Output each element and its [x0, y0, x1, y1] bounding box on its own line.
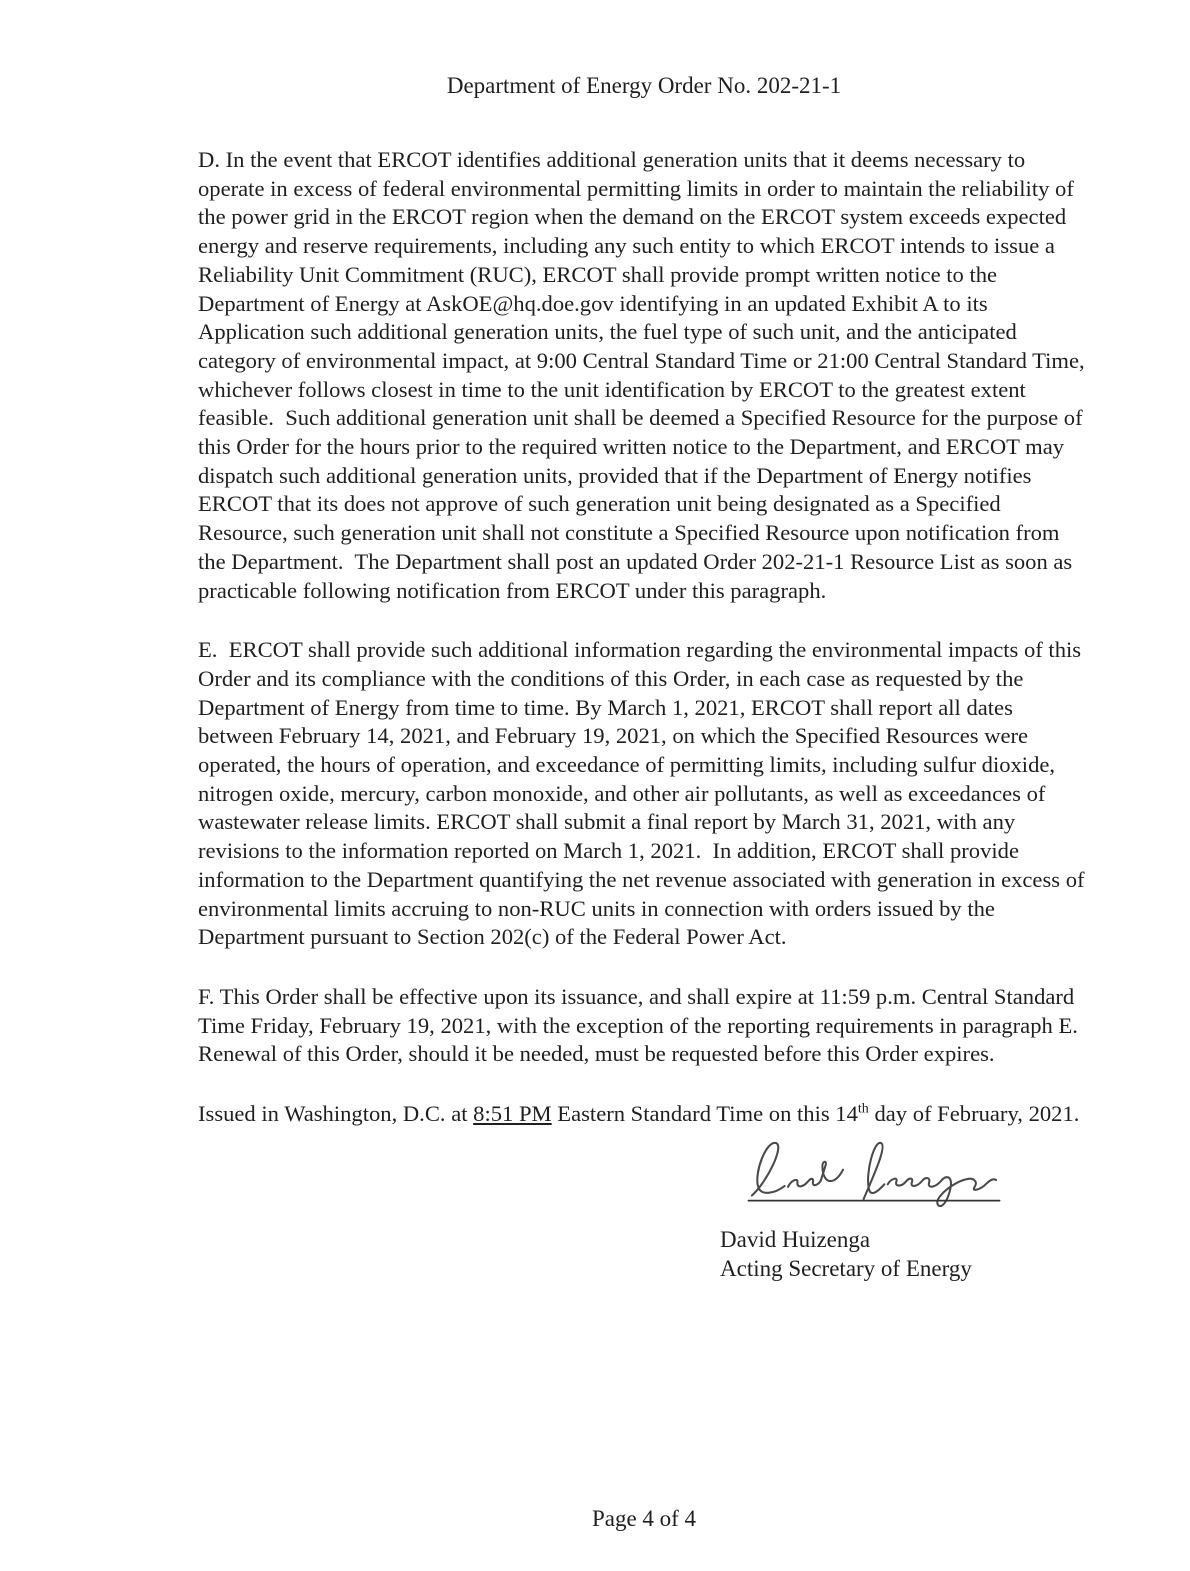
issued-prefix: Issued in Washington, D.C. at: [198, 1101, 474, 1127]
page-number: Page 4 of 4: [591, 1506, 697, 1531]
paragraph-d: D. In the event that ERCOT identifies additional generation units that it deems necessary to operate in excess of federal environmental permitting limits in order to maintain the reliability of the power grid in the ERCOT region when the demand on the ERCOT system exceeds expected energy and reserve requirements, including any such entity to which ERCOT intends to issue a Reliability Unit Commitment (RUC), ERCOT shall provide prompt written notice to the Department of Energy at AskOE@hq.doe.gov identifying in an updated Exhibit A to its Application such additional generation units, the fuel type of such unit, and the anticipated category of environmental impact, at 9:00 Central Standard Time or 21:00 Central Standard Time, whichever follows closest in time to the unit identification by ERCOT to the greatest extent feasible. Such additional generation unit shall be deemed a Specified Resource for the purpose of this Order for the hours prior to the required written notice to the Department, and ERCOT may dispatch such additional generation units, provided that if the Department of Energy notifies ERCOT that its does not approve of such generation unit being designated as a Specified Resource, such generation unit shall not constitute a Specified Resource upon notification from the Department. The Department shall post an updated Order 202-21-1 Resource List as soon as practicable following notification from ERCOT under this paragraph.: [198, 147, 1091, 603]
issuance-statement: [198, 1100, 1090, 1129]
signature-image: [718, 1137, 1030, 1223]
document-body: [198, 146, 1090, 1283]
paragraph-f: F. This Order shall be effective upon its issuance, and shall expire at 11:59 p.m. Central Standard Time Friday, February 19, 2021, with the exception of the reporting requirements in paragraph E. Renewal of this Order, should it be needed, must be requested before this Order expires.: [198, 983, 1084, 1067]
document-title: Department of Energy Order No. 202-21-1: [446, 73, 842, 98]
signatory-name: David Huizenga: [720, 1226, 871, 1252]
issued-suffix: day of February, 2021.: [868, 1101, 1080, 1127]
signature-block: [718, 1137, 1030, 1283]
issued-ordinal-suffix: th: [857, 1101, 869, 1117]
signatory-title: Acting Secretary of Energy: [720, 1255, 972, 1281]
paragraph-e: E. ERCOT shall provide such additional information regarding the environmental impacts of this Order and its compliance with the conditions of this Order, in each case as requested by the Department of Energy from time to time. By March 1, 2021, ERCOT shall report all dates between February 14, 2021, and February 19, 2021, on which the Specified Resources were operated, the hours of operation, and exceedance of permitting limits, including sulfur dioxide, nitrogen oxide, mercury, carbon monoxide, and other air pollutants, as well as exceedances of wastewater release limits. ERCOT shall submit a final report by March 31, 2021, with any revisions to the information reported on March 1, 2021. In addition, ERCOT shall provide information to the Department quantifying the net revenue associated with generation in excess of environmental limits accruing to non-RUC units in connection with orders issued by the Department pursuant to Section 202(c) of the Federal Power Act.: [198, 637, 1091, 950]
issued-middle: Eastern Standard Time on this 14: [551, 1101, 858, 1127]
issued-time: 8:51 PM: [473, 1101, 552, 1127]
